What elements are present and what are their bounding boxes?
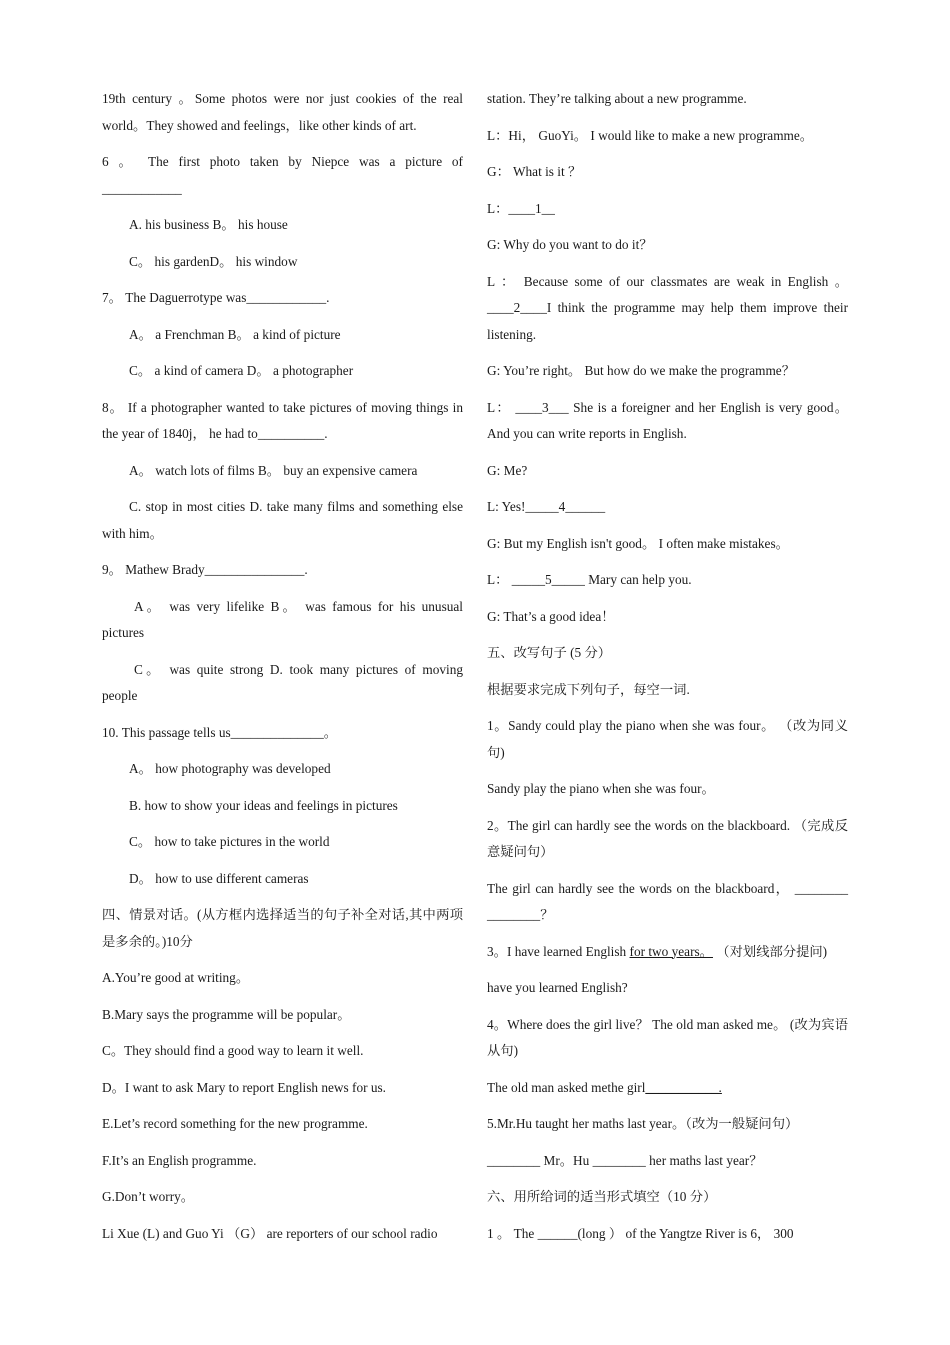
rewrite-3-answer: have you learned English? (487, 980, 628, 995)
dialog-option-a: A.You’re good at writing。 (102, 970, 250, 985)
right-column (487, 86, 848, 1257)
left-column (102, 86, 463, 1257)
question-10-option-b: B. how to show your ideas and feelings in pictures (129, 797, 398, 813)
rewrite-1: 1。Sandy could play the piano when she was four。 （改为同义句) (487, 718, 848, 760)
rewrite-4-blank: ___________. (645, 1079, 722, 1095)
question-10-option-a: A。 how photography was developed (129, 761, 331, 776)
question-6-options-ab: A. his business B。 his house (129, 217, 288, 232)
dialog-option-e: E.Let’s record something for the new programme. (102, 1116, 368, 1131)
rewrite-2-answer: The girl can hardly see the words on the blackboard， ________ ________？ (487, 880, 848, 922)
rewrite-4-prefix: The old man asked methe girl (487, 1079, 646, 1095)
question-8: 8。 If a photographer wanted to take pictures of moving things in the year of 1840j， he had to__________. (102, 399, 463, 441)
rewrite-3-suffix: （对划线部分提问) (712, 943, 828, 959)
question-6: 6 。 The first photo taken by Niepce was a picture of ____________ (102, 154, 463, 196)
dialog-option-d: D。I want to ask Mary to report English news for us. (102, 1079, 386, 1095)
dialog-option-b: B.Mary says the programme will be popular。 (102, 1006, 351, 1022)
question-8-options-cd: C. stop in most cities D. take many films and something else with him。 (102, 499, 463, 541)
question-8-options-ab: A。 watch lots of films B。 buy an expensive camera (129, 462, 418, 478)
passage-ending: 19th century 。Some photos were nor just cookies of the real world。They showed and feelings，like other kinds of art. (102, 91, 463, 133)
question-7-options-cd: C。 a kind of camera D。 a photographer (129, 363, 354, 378)
dialog-line-5: L ： Because some of our classmates are weak in English 。____2____I think the programme may help them improve their listening. (487, 273, 848, 342)
dialog-option-c: C。They should find a good way to learn it well. (102, 1043, 364, 1058)
dialog-line-9: L: Yes!_____4______ (487, 499, 606, 514)
dialog-line-12: G: That’s a good idea！ (487, 608, 615, 624)
dialog-line-3: L：____1__ (487, 200, 555, 216)
question-10: 10. This passage tells us______________。 (102, 724, 338, 740)
dialog-line-10: G: But my English isn't good。 I often make mistakes。 (487, 535, 789, 551)
dialog-line-6: G: You’re right。 But how do we make the programme？ (487, 363, 795, 378)
dialog-option-g: G.Don’t worry。 (102, 1189, 195, 1204)
dialog-line-4: G: Why do you want to do it？ (487, 237, 653, 252)
question-6-options-cd: C。 his gardenD。 his window (129, 253, 298, 269)
dialog-line-1: L：Hi， GuoYi。 I would like to make a new programme。 (487, 127, 814, 143)
dialog-line-11: L： _____5_____ Mary can help you. (487, 572, 692, 587)
rewrite-5: 5.Mr.Hu taught her maths last year。（改为一般疑问句） (487, 1116, 799, 1131)
dialog-line-2: G： What is it ？ (487, 164, 582, 179)
fill-1: 1 。 The ______(long ） of the Yangtze River is 6， 300 (487, 1225, 794, 1241)
question-10-option-d: D。 how to use different cameras (129, 870, 309, 886)
rewrite-3 (487, 939, 848, 966)
question-9: 9。 Mathew Brady_______________. (102, 562, 308, 577)
dialog-line-7: L： ____3___ She is a foreigner and her English is very good。 And you can write reports in English. (487, 399, 848, 441)
dialog-line-8: G: Me? (487, 462, 528, 478)
section-6-heading: 六、用所给词的适当形式填空（10 分） (487, 1189, 717, 1204)
dialog-intro-continued: station. They’re talking about a new programme. (487, 91, 747, 106)
section-5-heading: 五、改写句子 (5 分） (487, 645, 612, 660)
rewrite-2: 2。The girl can hardly see the words on the blackboard. （完成反意疑问句） (487, 817, 848, 859)
question-7: 7。 The Daguerrotype was____________. (102, 290, 330, 305)
question-7-options-ab: A。 a Frenchman B。 a kind of picture (129, 326, 341, 342)
question-10-option-c: C。 how to take pictures in the world (129, 834, 330, 849)
rewrite-4: 4。Where does the girl live？ The old man asked me。 (改为宾语从句) (487, 1016, 848, 1058)
rewrite-3-underlined: for two years。 (629, 943, 713, 959)
question-9-options-ab: A。 was very lifelike B。 was famous for his unusual pictures (102, 598, 463, 640)
dialog-option-f: F.It’s an English programme. (102, 1152, 257, 1168)
rewrite-5-answer: ________ Mr。Hu ________ her maths last year？ (487, 1152, 763, 1168)
section-5-instruction: 根据要求完成下列句子，每空一词. (487, 681, 690, 697)
rewrite-1-answer: Sandy play the piano when she was four。 (487, 781, 715, 796)
rewrite-3-prefix: 3。I have learned English (487, 943, 630, 959)
section-4-heading: 四、情景对话。(从方框内选择适当的句子补全对话,其中两项是多余的。)10分 (102, 907, 463, 949)
question-9-options-cd: C。 was quite strong D. took many pictures of moving people (102, 661, 463, 703)
dialog-intro: Li Xue (L) and Guo Yi （G） are reporters of our school radio (102, 1225, 438, 1241)
rewrite-4-answer (487, 1075, 848, 1102)
